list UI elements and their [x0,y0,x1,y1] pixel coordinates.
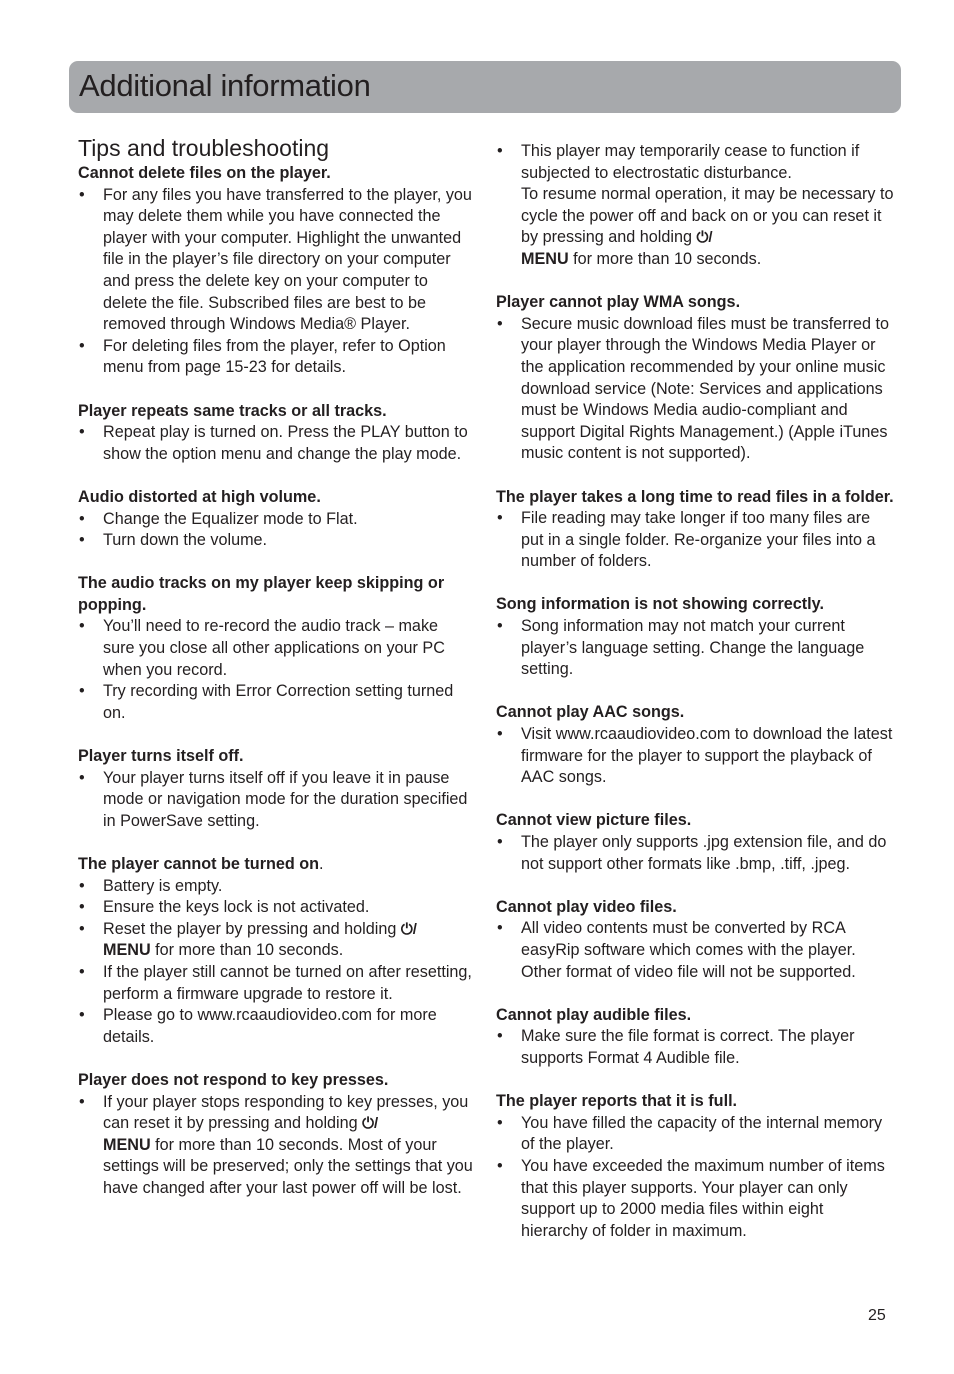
bullet-item: • Please go to www.rcaaudiovideo.com for more details. [78,1005,473,1048]
issue-cannot-turn-on [78,854,473,1048]
bullet-text: This player may temporarily cease to function if subjected to electrostatic disturbance. [521,142,860,182]
header-bar [69,61,901,113]
issue-bullets [496,724,894,789]
left-column [78,133,473,1221]
section-heading: Tips and troubleshooting [78,135,330,161]
bullet-item: • Change the Equalizer mode to Flat. [78,509,473,531]
bullet-item: • Ensure the keys lock is not activated. [78,897,473,919]
issue-title: Player repeats same tracks or all tracks. [78,401,387,420]
bullet-item: • File reading may take longer if too many files are put in a single folder. Re-organize your files into a number of folders. [496,508,894,573]
issue-title: Cannot delete files on the player. [78,164,331,182]
issue-title-suffix: . [319,855,324,873]
right-column [496,141,894,1264]
issue-no-key-response [78,1070,473,1200]
bullet-item: • Song information may not match your current player’s language setting. Change the language setting. [496,616,894,681]
issue-block [496,594,894,680]
bullet-item: • You have filled the capacity of the internal memory of the player. [496,1113,894,1156]
issue-block [78,573,473,724]
bullet-item: • Your player turns itself off if you leave it in pause mode or navigation mode for the duration specified in PowerSave setting. [78,768,473,833]
issue-bullets [78,768,473,833]
issue-bullets [496,314,894,465]
issue-bullets [496,1026,894,1069]
issue-block [78,401,473,466]
bullet-item: • Repeat play is turned on. Press the PLAY button to show the option menu and change the play mode. [78,422,473,465]
issue-bullets [496,508,894,573]
issue-block [78,746,473,832]
issue-block [496,1091,894,1242]
bullet-text: Reset the player by pressing and holding [103,919,401,938]
bullet-item: • You have exceeded the maximum number of items that this player supports. Your player can only support up to 2000 media files within eight hierarchy of folder in maximum. [496,1156,894,1242]
issue-bullets [78,1092,473,1200]
bullet-item: • Make sure the file format is correct. The player supports Format 4 Audible file. [496,1026,894,1069]
issue-bullets [78,509,473,552]
bullet-item [78,1092,473,1200]
bullet-item: • Turn down the volume. [78,530,473,552]
power-icon: ⏻/ [400,920,417,938]
issue-title: Player does not respond to key presses. [78,1070,389,1089]
issue-title [78,854,473,876]
bullet-item: • Try recording with Error Correction setting turned on. [78,681,473,724]
bullet-item: • The player only supports .jpg extension file, and do not support other formats like .bmp, .tiff, .jpeg. [496,832,894,875]
bullet-item: • Secure music download files must be transferred to your player through the Windows Media Player or the application recommended by your online music download service (Note: Services and applications must be Windows Media audio-compliant and support Digital Rights Management.) (Apple iTunes music content is not supported). [496,314,894,465]
menu-key-label: MENU [103,941,151,960]
bullet-text: for more than 10 seconds. [150,941,344,960]
issue-block [78,487,473,552]
bullet-item: • For deleting files from the player, refer to Option menu from page 15-23 for details. [78,336,473,379]
issue-bullets [78,616,473,724]
bullet-item: • For any files you have transferred to the player, you may delete them while you have connected the player with your computer. Highlight the unwanted file in the player’s file directory on your computer and press the delete key on your computer to delete the file. Subscribed files are best to be removed through Windows Media® Player. [78,185,473,336]
issue-bullets [78,185,473,379]
issue-title: Cannot play video files. [496,897,677,916]
bullet-item [78,919,473,962]
bullet-item: • You’ll need to re-record the audio track – make sure you close all other applications on your PC when you record. [78,616,473,681]
issue-title: Audio distorted at high volume. [78,487,321,506]
power-icon: ⏻/ [696,229,713,247]
bullet-text: To resume normal operation, it may be necessary to cycle the power off and back on or you can reset it by pressing and holding [521,185,894,247]
menu-key-label: MENU [103,1135,151,1154]
issue-block [496,702,894,788]
left-issues-list [78,163,473,832]
power-icon: ⏻/ [362,1115,379,1133]
menu-key-label: MENU [521,249,569,268]
issue-title: Song information is not showing correctly. [496,595,824,614]
issue-bullets [496,1113,894,1243]
issue-title-text: The player cannot be turned on [78,855,320,873]
page-title: Additional information [79,68,371,103]
issue-bullets [496,616,894,681]
bullet-text: If your player stops responding to key presses, you can reset it by pressing and holding [103,1092,469,1133]
issue-bullets [496,141,894,271]
issue-title: Cannot play audible files. [496,1005,692,1024]
bullet-text: for more than 10 seconds. Most of your settings will be preserved; only the settings that you have changed after your last power off will be lost. [103,1135,473,1197]
bullet-item: • All video contents must be converted by RCA easyRip software which comes with the player. Other format of video file will not be supported. [496,918,894,983]
bullet-item: • Visit www.rcaaudiovideo.com to download the latest firmware for the player to support the playback of AAC songs. [496,724,894,789]
issue-bullets [78,876,473,1049]
bullet-item [496,141,894,271]
bullet-item: • Battery is empty. [78,876,473,898]
issue-block [496,292,894,465]
issue-title: Cannot view picture files. [496,811,692,830]
issue-bullets [78,422,473,465]
issue-block [78,163,473,379]
bullet-text: for more than 10 seconds. [568,249,762,268]
issue-electrostatic [496,141,894,271]
issue-block [496,897,894,983]
issue-title: The player takes a long time to read files in a folder. [496,487,894,506]
issue-title: The player reports that it is full. [496,1092,738,1111]
issue-title: Player turns itself off. [78,747,244,766]
issue-block [496,1005,894,1070]
issue-block [496,810,894,875]
issue-bullets [496,832,894,875]
issue-block [496,487,894,573]
issue-title: Player cannot play WMA songs. [496,293,741,312]
issue-bullets [496,918,894,983]
bullet-item: • If the player still cannot be turned on after resetting, perform a firmware upgrade to restore it. [78,962,473,1005]
page-number: 25 [868,1307,886,1324]
right-issues-list [496,292,894,1242]
issue-title: Cannot play AAC songs. [496,703,685,722]
issue-title: The audio tracks on my player keep skipping or popping. [78,574,445,614]
